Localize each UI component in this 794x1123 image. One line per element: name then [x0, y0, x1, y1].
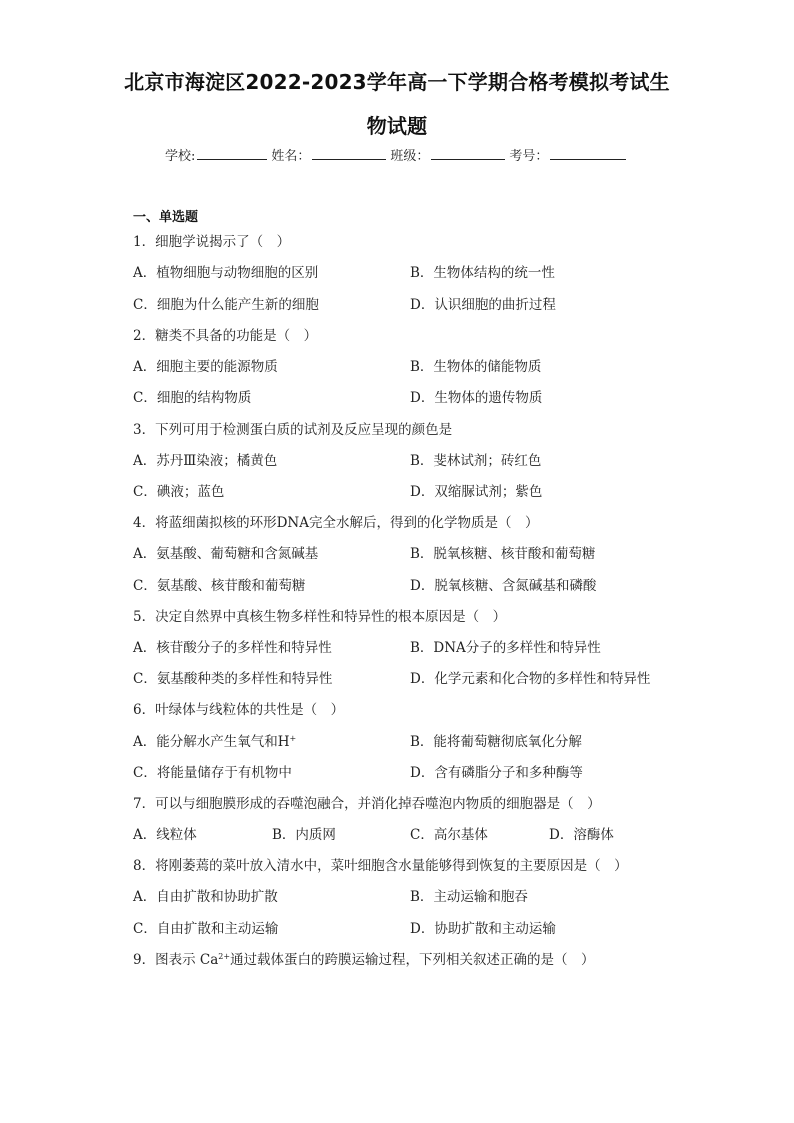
question-7-option-a: A．线粒体: [133, 827, 197, 843]
question-7-option-c: C．高尔基体: [410, 827, 488, 843]
question-8-option-c: C．自由扩散和主动运输: [133, 921, 279, 937]
question-3-option-b: B．斐林试剂；砖红色: [410, 453, 542, 469]
name-blank[interactable]: [312, 145, 386, 160]
question-6-stem: 6．叶绿体与线粒体的共性是（ ）: [133, 702, 345, 718]
question-5-option-a: A．核苷酸分子的多样性和特异性: [133, 640, 332, 656]
exam-title-line2: 物试题: [366, 114, 428, 138]
class-blank[interactable]: [431, 145, 505, 160]
exam-no-blank[interactable]: [550, 145, 626, 160]
question-6-option-a-text: A．能分解水产生氧气和H: [133, 734, 290, 750]
question-6-option-a: [133, 733, 296, 751]
question-5-stem: 5．决定自然界中真核生物多样性和特异性的根本原因是（ ）: [133, 609, 507, 625]
question-4-option-c: C．氨基酸、核苷酸和葡萄糖: [133, 578, 306, 594]
question-2-stem: 2．糖类不具备的功能是（ ）: [133, 328, 318, 344]
question-8-option-a: A．自由扩散和协助扩散: [133, 889, 278, 905]
question-2-option-b: B．生物体的储能物质: [410, 359, 542, 375]
question-4-option-d: D．脱氧核糖、含氮碱基和磷酸: [410, 578, 597, 594]
question-2-option-d: D．生物体的遗传物质: [410, 390, 543, 406]
question-6-option-c: C．将能量储存于有机物中: [133, 765, 292, 781]
question-9-stem-start: 9．图表示 Ca: [133, 952, 219, 968]
question-3-option-a: A．苏丹Ⅲ染液；橘黄色: [133, 453, 278, 469]
question-5-option-b: B．DNA分子的多样性和特异性: [410, 640, 601, 656]
question-8-option-d: D．协助扩散和主动运输: [410, 921, 556, 937]
question-3-stem: 3．下列可用于检测蛋白质的试剂及反应呈现的颜色是: [133, 422, 453, 438]
question-5-option-d: D．化学元素和化合物的多样性和特异性: [410, 671, 651, 687]
school-blank[interactable]: [197, 145, 267, 160]
student-info-line: [165, 145, 630, 164]
school-label: 学校:: [165, 149, 196, 164]
question-8-option-b: B．主动运输和胞吞: [410, 889, 528, 905]
question-2-option-c: C．细胞的结构物质: [133, 390, 252, 406]
question-4-stem: 4．将蓝细菌拟核的环形DNA完全水解后，得到的化学物质是（ ）: [133, 515, 539, 531]
question-1-option-d: D．认识细胞的曲折过程: [410, 297, 556, 313]
section-title: 一、单选题: [133, 210, 199, 225]
question-1-stem: 1．细胞学说揭示了（ ）: [133, 234, 291, 250]
question-6-option-d: D．含有磷脂分子和多种酶等: [410, 765, 583, 781]
question-8-stem: 8．将刚萎蔫的菜叶放入清水中，菜叶细胞含水量能够得到恢复的主要原因是（ ）: [133, 858, 628, 874]
question-3-option-d: D．双缩脲试剂；紫色: [410, 484, 543, 500]
question-1-option-b: B．生物体结构的统一性: [410, 265, 555, 281]
question-4-option-a: A．氨基酸、葡萄糖和含氮碱基: [133, 546, 319, 562]
question-7-option-d: D．溶酶体: [549, 827, 614, 843]
question-9-stem: [133, 951, 595, 969]
exam-title-line1: 北京市海淀区2022-2023学年高一下学期合格考模拟考试生: [124, 70, 670, 94]
calcium-charge-superscript: 2+: [218, 952, 231, 961]
class-label: 班级：: [390, 149, 430, 164]
question-5-option-c: C．氨基酸种类的多样性和特异性: [133, 671, 333, 687]
question-1-option-a: A．植物细胞与动物细胞的区别: [133, 265, 319, 281]
question-2-option-a: A．细胞主要的能源物质: [133, 359, 278, 375]
question-6-option-b: B．能将葡萄糖彻底氧化分解: [410, 734, 582, 750]
question-3-option-c: C．碘液；蓝色: [133, 484, 225, 500]
h-plus-superscript: +: [289, 734, 297, 743]
question-7-stem: 7．可以与细胞膜形成的吞噬泡融合，并消化掉吞噬泡内物质的细胞器是（ ）: [133, 796, 601, 812]
question-7-option-b: B．内质网: [272, 827, 336, 843]
name-label: 姓名：: [271, 149, 311, 164]
exam-no-label: 考号：: [509, 149, 549, 164]
question-1-option-c: C．细胞为什么能产生新的细胞: [133, 297, 319, 313]
question-4-option-b: B．脱氧核糖、核苷酸和葡萄糖: [410, 546, 596, 562]
question-9-stem-end: 通过载体蛋白的跨膜运输过程，下列相关叙述正确的是（ ）: [230, 952, 595, 968]
